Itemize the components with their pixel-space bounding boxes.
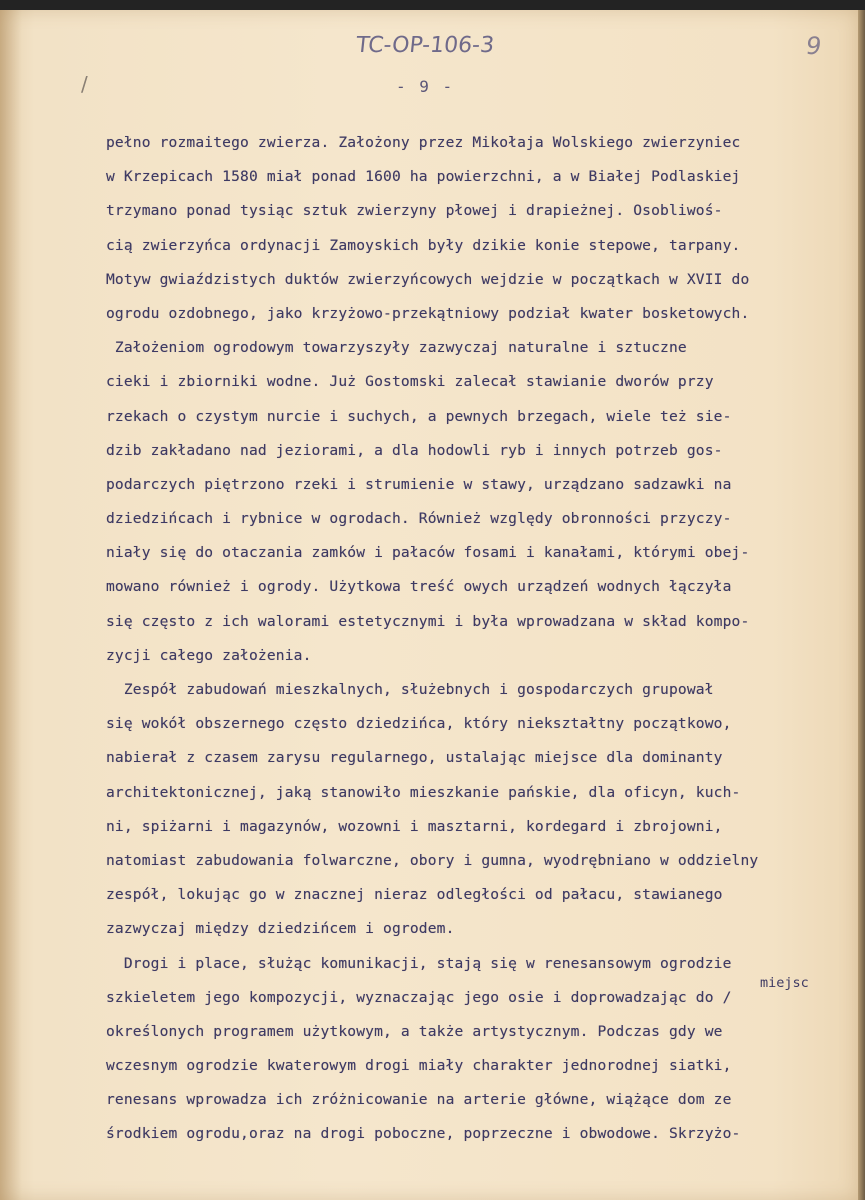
text-line: pełno rozmaitego zwierza. Założony przez Mikołaja Wolskiego zwierzyniec (106, 134, 741, 151)
page-number: - 9 - (396, 77, 455, 96)
text-line: się wokół obszernego często dziedzińca, który niekształtny początkowo, (106, 715, 732, 733)
text-line: określonych programem użytkowym, a także artystycznym. Podczas gdy we (106, 1022, 723, 1040)
text-line: szkieletem jego kompozycji, wyznaczając jego osie i doprowadzając do / (106, 988, 732, 1006)
text-line: zycji całego założenia. (106, 646, 312, 664)
binding-shadow (0, 10, 22, 1200)
text-line: wczesnym ogrodzie kwaterowym drogi miały charakter jednorodnej siatki, (106, 1057, 732, 1075)
text-line: natomiast zabudowania folwarczne, obory i gumna, wyodrębniano w oddzielny (106, 851, 759, 869)
text-line: dziedzińcach i rybnice w ogrodach. Również względy obronności przyczy- (106, 510, 732, 528)
text-line: dzib zakładano nad jeziorami, a dla hodowli ryb i innych potrzeb gos- (106, 441, 723, 459)
text-line: Motyw gwiaździstych duktów zwierzyńcowych wejdzie w początkach w XVII do (106, 270, 750, 288)
text-line: niały się do otaczania zamków i pałaców fosami i kanałami, którymi obej- (106, 544, 750, 562)
text-line: Założeniom ogrodowym towarzyszyły zazwyczaj naturalne i sztuczne (106, 339, 687, 357)
body-text (106, 126, 851, 1152)
text-line: Zespół zabudowań mieszkalnych, służebnych i gospodarczych grupował (106, 681, 714, 698)
text-line: trzymano ponad tysiąc sztuk zwierzyny płowej i drapieżnej. Osobliwoś- (106, 202, 723, 220)
text-line: cieki i zbiorniki wodne. Już Gostomski zalecał stawianie dworów przy (106, 373, 714, 391)
handwritten-insertion: miejsc (760, 975, 809, 991)
text-line: zespół, lokując go w znacznej nieraz odległości od pałacu, stawianego (106, 886, 723, 904)
text-line: ni, spiżarni i magazynów, wozowni i masztarni, kordegard i zbrojowni, (106, 817, 723, 835)
text-line: nabierał z czasem zarysu regularnego, ustalając miejsce dla dominanty (106, 749, 723, 767)
text-line: mowano również i ogrody. Użytkowa treść owych urządzeń wodnych łączyła (106, 578, 732, 596)
text-line: Drogi i place, służąc komunikacji, stają się w renesansowym ogrodzie (106, 954, 732, 972)
folio-number: 9 (804, 32, 824, 60)
text-line: środkiem ogrodu,oraz na drogi poboczne, poprzeczne i obwodowe. Skrzyżo- (106, 1125, 741, 1143)
margin-mark: / (81, 72, 88, 96)
text-line: architektonicznej, jaką stanowiło mieszkanie pańskie, dla oficyn, kuch- (106, 783, 741, 801)
text-line: renesans wprowadza ich zróżnicowanie na arterie główne, wiążące dom ze (106, 1091, 732, 1109)
text-line: zazwyczaj między dziedzińcem i ogrodem. (106, 920, 455, 938)
text-line: rzekach o czystym nurcie i suchych, a pewnych brzegach, wiele też sie- (106, 407, 732, 425)
text-line: się często z ich walorami estetycznymi i była wprowadzana w skład kompo- (106, 612, 750, 630)
archive-signature: TC-OP-106-3 (354, 33, 496, 58)
text-line: podarczych piętrzono rzeki i strumienie w stawy, urządzano sadzawki na (106, 475, 732, 493)
text-line: w Krzepicach 1580 miał ponad 1600 ha powierzchni, a w Białej Podlaskiej (106, 168, 741, 186)
text-line: ogrodu ozdobnego, jako krzyżowo-przekątniowy podział kwater bosketowych. (106, 304, 750, 322)
page-edge (858, 10, 865, 1200)
text-line: cią zwierzyńca ordynacji Zamoyskich były dzikie konie stepowe, tarpany. (106, 236, 741, 254)
